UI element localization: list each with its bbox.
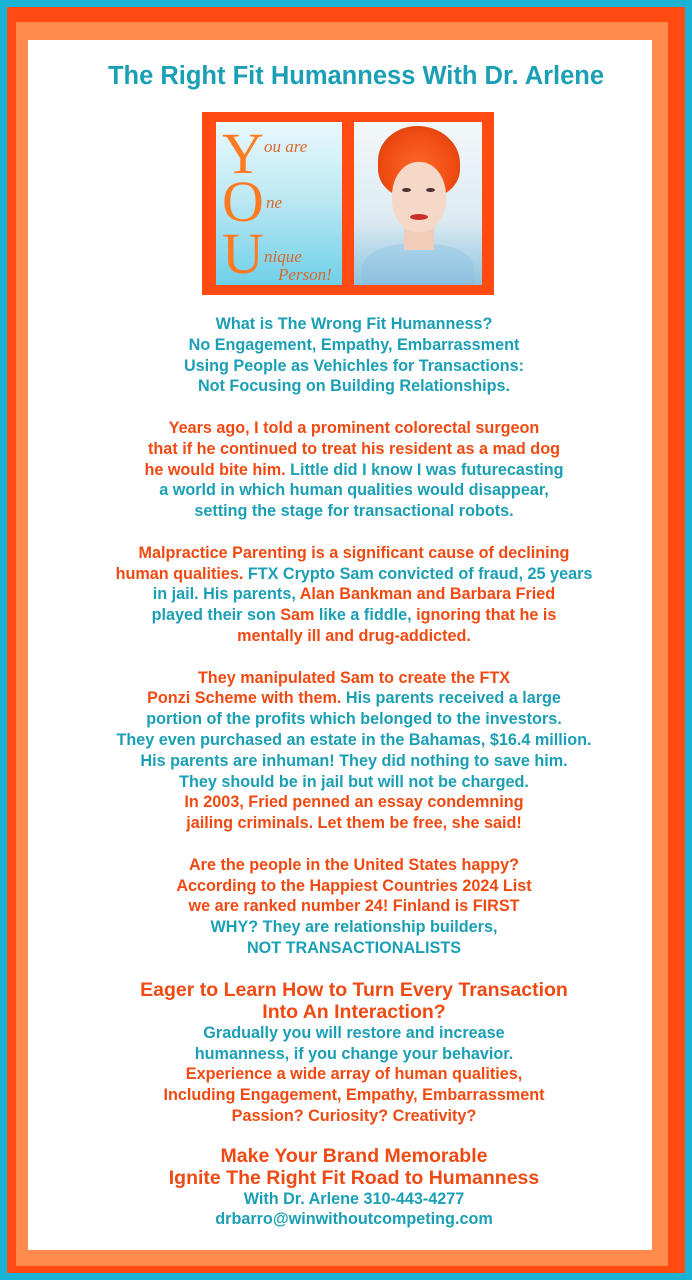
p5-line-1: Are the people in the United States happy? [188,855,520,874]
you-letter-y: Y [222,122,264,186]
p3-line-3 [28,584,680,605]
p3-line-4a: played their son [151,606,281,625]
p3-line-2a: human qualities. [115,564,244,583]
p7-heading-1: Make Your Brand Memorable [220,1144,488,1167]
contact-email[interactable]: drbarro@winwithoutcompeting.com [215,1210,493,1229]
portrait-face [392,162,446,232]
p2-line-4: a world in which human qualities would disappear, [159,481,549,500]
you-word-nique: nique [264,247,302,266]
p3-line-4b: Sam [280,606,315,625]
contact-phone: With Dr. Arlene 310-443-4277 [243,1189,465,1208]
p7-heading-2: Ignite The Right Fit Road to Humanness [168,1166,540,1189]
article-body [28,314,680,1230]
you-letter-o: O [222,169,264,234]
p6-line-2: humanness, if you change your behavior. [194,1044,514,1063]
p4-line-6: They should be in jail but will not be charged. [179,772,529,791]
portrait-photo [354,122,482,285]
p4-line-3: portion of the profits which belonged to the investors. [146,710,562,729]
p6-line-5: Passion? Curiosity? Creativity? [231,1106,477,1125]
p4-line-2 [28,688,680,709]
p6-line-3: Experience a wide array of human qualities, [185,1065,523,1084]
p6-heading-1: Eager to Learn How to Turn Every Transaction [140,978,568,1001]
p3-line-4c: like a fiddle, [314,606,417,625]
you-word-ne: ne [266,193,283,212]
p4-line-1: They manipulated Sam to create the FTX [197,668,511,687]
p4-line-2a: Ponzi Scheme with them. [147,689,342,708]
p2-line-3b: Little did I know I was futurecasting [285,460,564,479]
p1-line-1: What is The Wrong Fit Humanness? [215,315,493,333]
p1-line-4: Not Focusing on Building Relationships. [197,377,511,396]
portrait-eye-left [402,188,411,192]
portrait-shirt [362,244,474,285]
p4-line-5: His parents are inhuman! They did nothing to save him. [140,751,568,770]
you-word-ou-are: ou are [264,137,308,156]
p3-line-3b: Alan Bankman and Barbara Fried [299,585,556,604]
p2-line-3 [28,460,680,481]
you-letter-u: U [222,221,264,285]
p2-line-1: Years ago, I told a prominent colorectal surgeon [168,418,540,437]
p5-line-3: we are ranked number 24! Finland is FIRST [188,897,520,916]
p6-line-4: Including Engagement, Empathy, Embarrassment [163,1086,545,1105]
p4-line-8: jailing criminals. Let them be free, she said! [186,814,522,833]
p5-line-2: According to the Happiest Countries 2024 List [176,876,532,895]
p6-line-1: Gradually you will restore and increase [203,1023,505,1042]
p3-line-4 [28,605,680,626]
p2-line-5: setting the stage for transactional robots. [194,502,514,521]
page-title: The Right Fit Humanness With Dr. Arlene [107,62,605,90]
p2-line-3a: he would bite him. [144,460,286,479]
p3-line-4d: ignoring that he is [416,606,557,625]
portrait-eye-right [426,188,435,192]
p3-line-2b: FTX Crypto Sam convicted of fraud, 25 years [243,564,593,583]
p1-line-2: No Engagement, Empathy, Embarrassment [188,335,520,354]
you-word-person: Person! [278,265,332,284]
portrait-lips [410,214,428,220]
p3-line-3a: in jail. His parents, [152,585,300,604]
content-panel [28,40,652,1250]
p3-line-5: mentally ill and drug-addicted. [237,626,471,645]
p5-line-4: WHY? They are relationship builders, [210,918,498,937]
p5-line-5: NOT TRANSACTIONALISTS [246,938,462,957]
p4-line-7: In 2003, Fried penned an essay condemning [184,793,524,812]
p2-line-2: that if he continued to treat his resident as a mad dog [148,439,560,458]
p6-heading-2: Into An Interaction? [262,1000,446,1023]
p4-line-2b: His parents received a large [341,689,561,708]
p3-line-1: Malpractice Parenting is a significant cause of declining [138,543,570,562]
p4-line-4: They even purchased an estate in the Bahamas, $16.4 million. [116,730,592,749]
header-image [202,112,494,295]
p1-line-3: Using People as Vehichles for Transactions: [183,356,525,375]
you-are-one-unique-person-card [216,122,342,285]
p3-line-2 [28,564,680,585]
